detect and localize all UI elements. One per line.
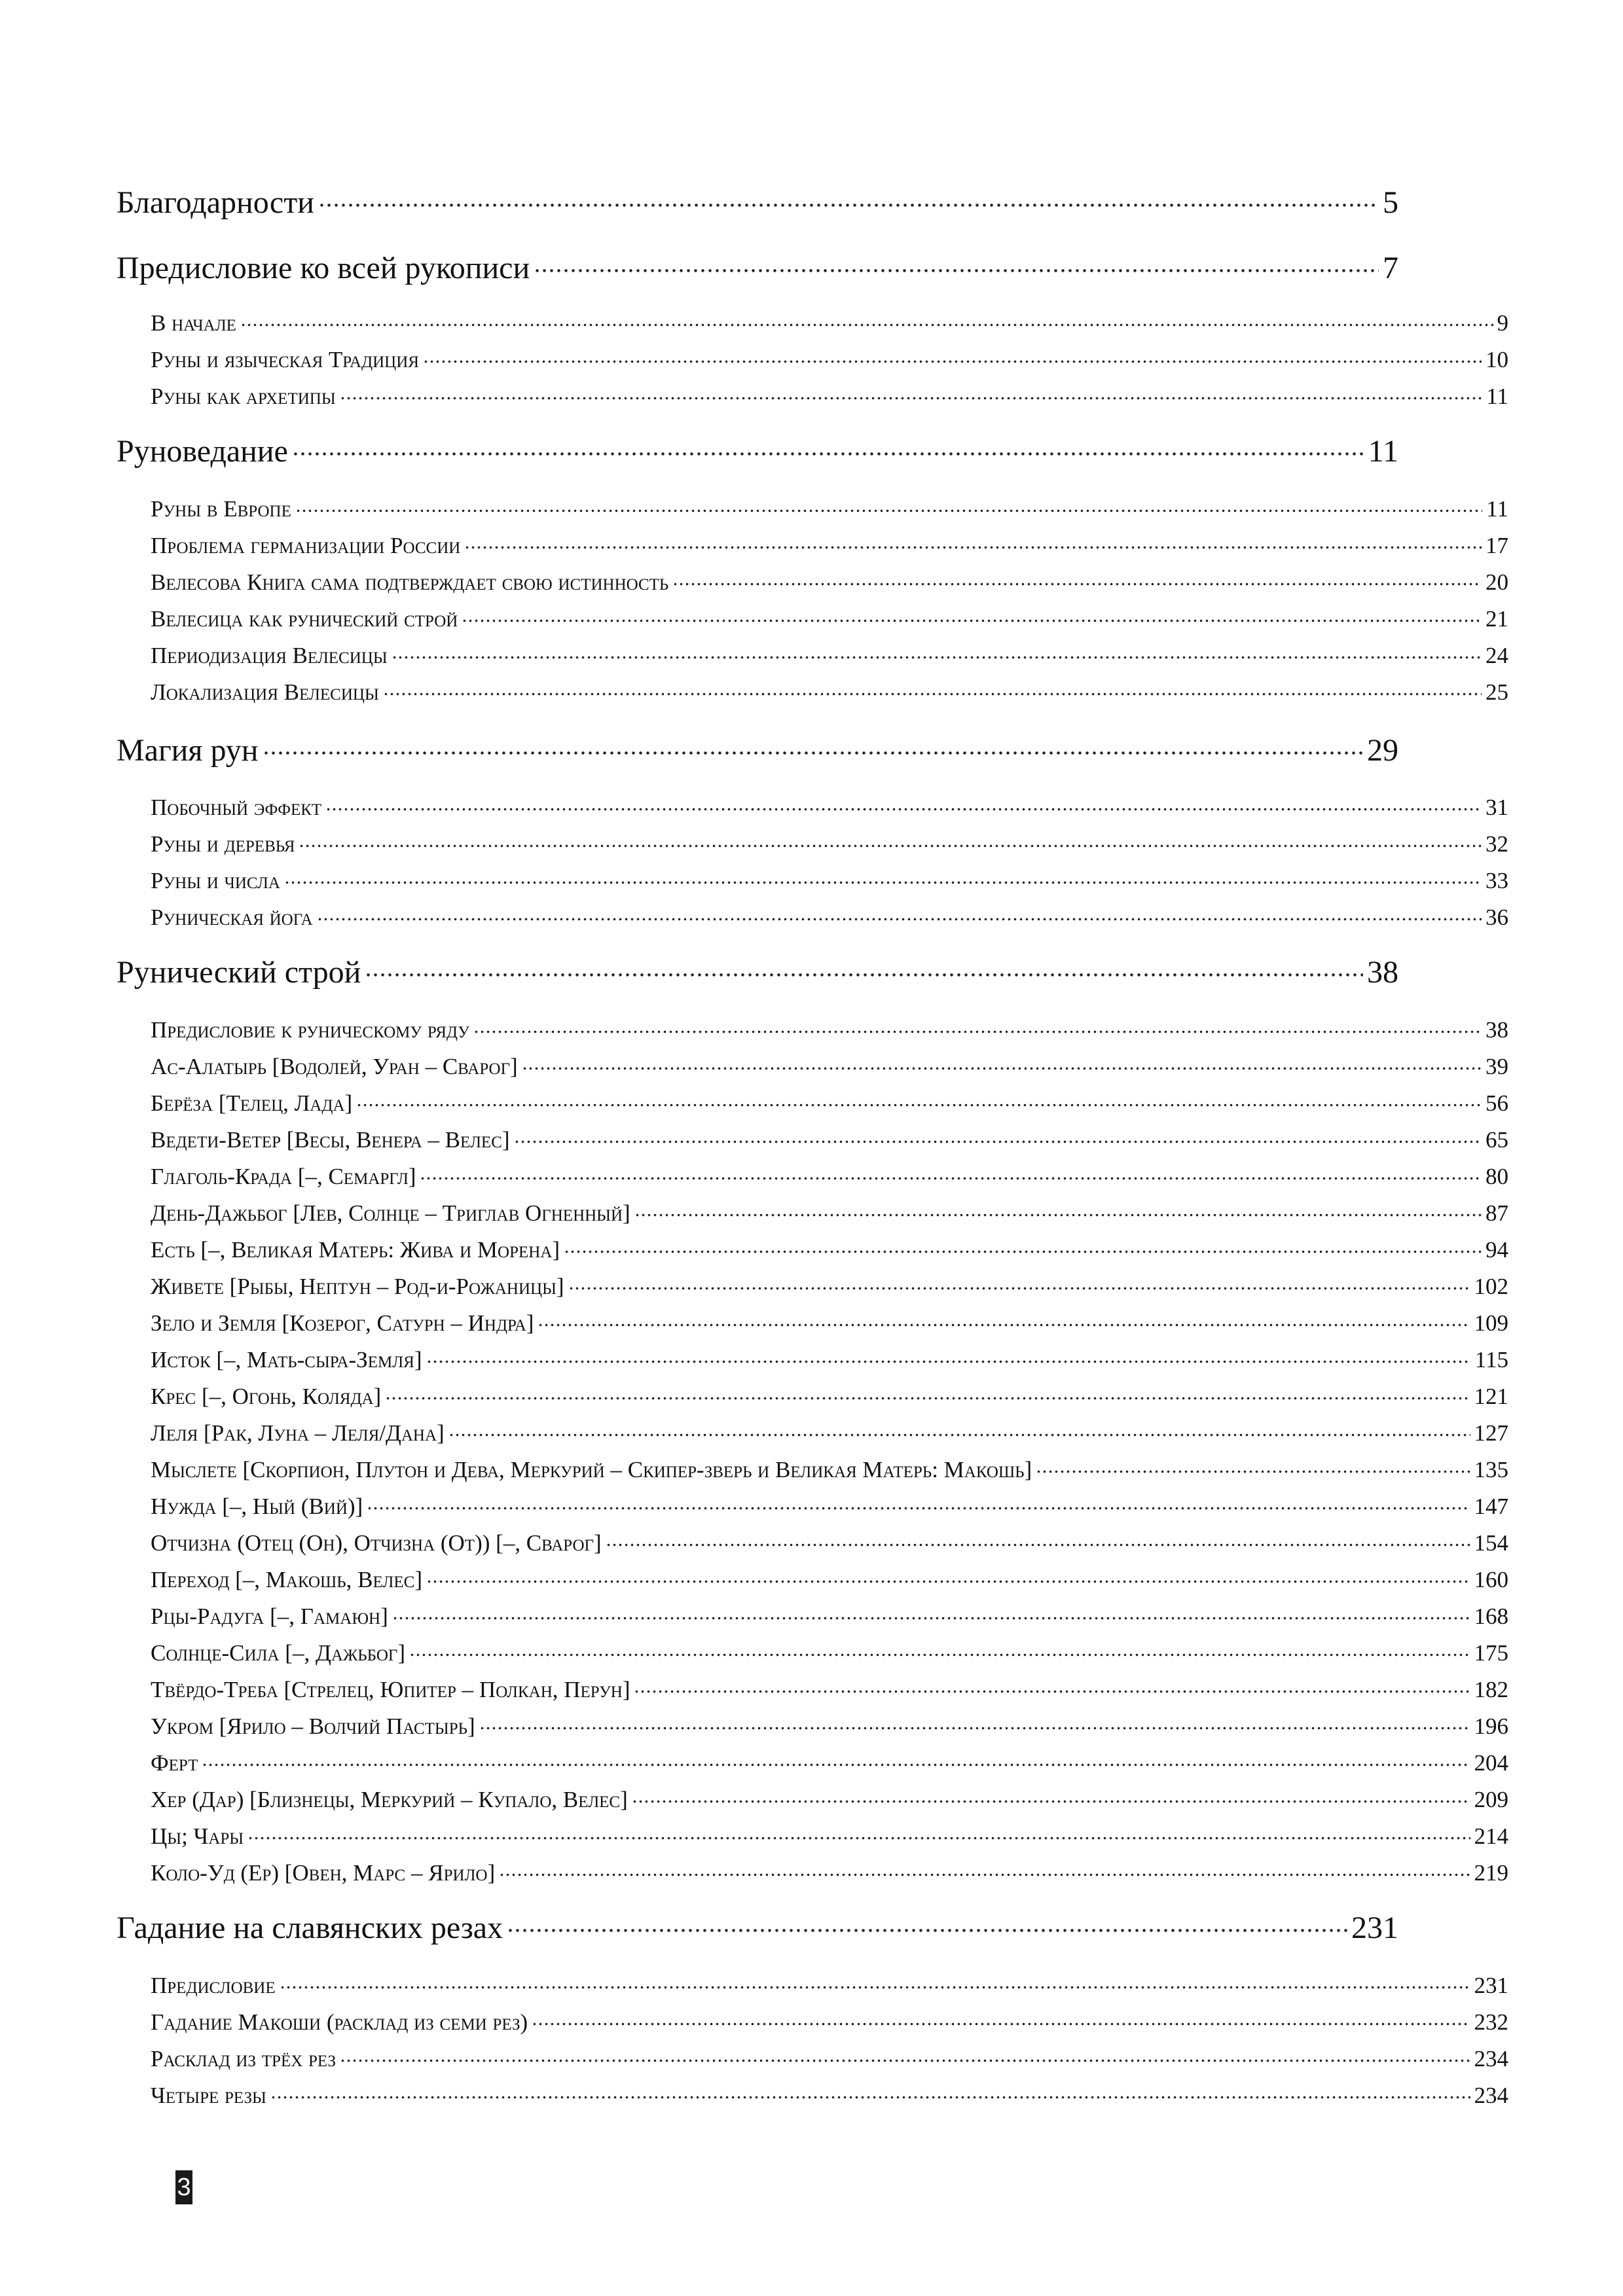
toc-title: Руны и языческая Традиция [151,346,419,372]
dot-leader [426,1348,1471,1369]
toc-section [151,867,1508,894]
toc-title: Живете [Рыбы, Нептун – Род-и-Рожаницы] [151,1273,564,1299]
toc-section [151,831,1508,857]
toc-page-number: 121 [1474,1383,1508,1409]
toc-title: День-Дажьбог [Лев, Солнце – Триглав Огненный] [151,1200,630,1226]
toc-page-number: 10 [1486,346,1508,372]
toc-page-number: 65 [1486,1126,1508,1153]
dot-leader [318,187,1379,215]
toc-title: Глаголь-Крада [–, Семаргл] [151,1163,416,1189]
toc-section [151,1823,1508,1850]
dot-leader [522,1055,1482,1076]
toc-chapter [117,1910,1398,1946]
toc-page-number: 102 [1474,1273,1508,1299]
toc-title: Гадание на славянских резах [117,1910,503,1946]
toc-title: Периодизация Велесицы [151,642,388,668]
dot-leader [423,348,1482,369]
toc-title: Велесица как рунический строй [151,605,458,632]
toc-title: Рцы-Радуга [–, Гамаюн] [151,1603,388,1629]
toc-section [151,310,1508,336]
toc-section [151,1163,1508,1190]
toc-section [151,1859,1508,1886]
toc-chapter [117,185,1398,221]
toc-title: Исток [–, Мать-сыра-Земля] [151,1346,422,1372]
dot-leader [634,1202,1482,1223]
toc-section [151,1310,1508,1336]
toc-title: Руны как архетипы [151,383,336,409]
toc-title: Цы; Чары [151,1823,244,1849]
toc-title: Ведети-Ветер [Весы, Венера – Велес] [151,1126,510,1153]
toc-page-number: 234 [1474,2082,1508,2108]
toc-page-number: 36 [1486,904,1508,930]
toc-section [151,1566,1508,1593]
toc-title: Благодарности [117,185,314,221]
toc-page-number: 56 [1486,1090,1508,1116]
dot-leader [202,1751,1470,1772]
dot-leader [568,1275,1470,1296]
toc-section [151,495,1508,522]
dot-leader [299,833,1482,853]
toc-section [151,2045,1508,2072]
dot-leader [538,1312,1470,1333]
toc-title: Руны в Европе [151,495,291,522]
toc-section [151,1383,1508,1410]
toc-page-number: 32 [1486,831,1508,857]
toc-page-number: 135 [1474,1456,1508,1482]
dot-leader [356,1092,1482,1113]
toc-section [151,532,1508,559]
toc-page-number: 209 [1474,1786,1508,1812]
toc-page-number: 11 [1486,383,1508,409]
toc-chapter [117,433,1398,469]
dot-leader [426,1568,1470,1589]
toc-page-number: 33 [1486,867,1508,893]
toc-title: Солнце-Сила [–, Дажьбог] [151,1640,405,1666]
dot-leader [473,1018,1482,1039]
dot-leader [606,1532,1470,1552]
toc-title: Ас-Алатырь [Водолей, Уран – Сварог] [151,1053,518,1079]
dot-leader [340,2047,1470,2068]
toc-page-number: 234 [1474,2045,1508,2072]
toc-section [151,679,1508,706]
toc-page-number: 24 [1486,642,1508,668]
toc-title: Укром [Ярило – Волчий Пастырь] [151,1713,475,1739]
toc-section [151,1786,1508,1813]
toc-section [151,569,1508,596]
toc-title: Предисловие к руническому ряду [151,1016,469,1043]
toc-section [151,1346,1508,1373]
dot-leader [317,906,1482,927]
toc-page-number: 231 [1474,1972,1508,1998]
toc-page-number: 7 [1383,251,1398,286]
dot-leader [462,607,1482,628]
toc-page-number: 11 [1486,495,1508,522]
toc-section [151,1530,1508,1556]
dot-leader [420,1165,1482,1186]
toc-page-number: 39 [1486,1053,1508,1079]
toc-page-number: 25 [1486,679,1508,705]
toc-section [151,1972,1508,1999]
dot-leader [634,1678,1470,1699]
toc-page-number: 5 [1383,185,1398,221]
toc-section [151,1493,1508,1520]
dot-leader [534,253,1379,281]
dot-leader [514,1128,1482,1149]
dot-leader [409,1641,1470,1662]
toc-title: Предисловие ко всей рукописи [117,251,530,286]
toc-title: Магия рун [117,733,259,768]
dot-leader [367,1495,1470,1516]
toc-section [151,2009,1508,2036]
toc-section [151,1713,1508,1740]
toc-section [151,794,1508,821]
toc-section [151,1273,1508,1300]
toc-title: Рунический строй [117,955,361,990]
dot-leader [479,1715,1470,1736]
toc-page-number: 127 [1474,1420,1508,1446]
toc-page-number: 214 [1474,1823,1508,1849]
dot-leader [507,1912,1347,1941]
dot-leader [284,869,1482,890]
toc-title: Зело и Земля [Козерог, Сатурн – Индра] [151,1310,534,1336]
toc-page-number: 168 [1474,1603,1508,1629]
toc-section [151,1200,1508,1227]
toc-chapter [117,250,1398,286]
toc-section [151,642,1508,669]
toc-title: Четыре резы [151,2082,266,2108]
toc-title: Коло-Уд (Ер) [Овен, Марс – Ярило] [151,1859,496,1886]
toc-page-number: 115 [1474,1346,1508,1372]
toc-section [151,605,1508,632]
dot-leader [247,1825,1470,1846]
toc-section [151,1236,1508,1263]
dot-leader [365,957,1363,985]
toc-page-number: 38 [1486,1016,1508,1043]
toc-page-number: 232 [1474,2009,1508,2035]
toc-section [151,1053,1508,1080]
toc-section [151,2082,1508,2109]
toc-title: Гадание Макоши (расклад из семи рез) [151,2009,528,2035]
dot-leader [392,1605,1470,1626]
toc-title: Побочный эффект [151,794,322,820]
toc-page-number: 147 [1474,1493,1508,1519]
toc-title: Локализация Велесицы [151,679,379,705]
dot-leader [263,735,1364,763]
toc-title: Руны и числа [151,867,280,893]
toc-section [151,1126,1508,1153]
dot-leader [295,497,1482,518]
toc-title: Велесова Книга сама подтверждает свою истинность [151,569,669,595]
dot-leader [448,1422,1470,1443]
toc-title: Твёрдо-Треба [Стрелец, Юпитер – Полкан, Перун] [151,1676,630,1702]
toc-chapter [117,954,1398,990]
toc-section [151,383,1508,410]
dot-leader [383,681,1482,702]
toc-page-number: 11 [1368,434,1398,469]
toc-page-number: 219 [1474,1859,1508,1886]
toc-page-number: 231 [1351,1910,1398,1946]
toc-page-number: 94 [1486,1236,1508,1263]
toc-page-number: 21 [1486,605,1508,632]
toc-title: Проблема германизации России [151,532,461,558]
toc-chapter [117,732,1398,768]
toc-title: Расклад из трёх рез [151,2045,337,2072]
toc-title: В начале [151,310,236,336]
toc-title: Мыслете [Скорпион, Плутон и Дева, Меркурий – Скипер-зверь и Великая Матерь: Макошь] [151,1456,1032,1482]
dot-leader [564,1238,1482,1259]
toc-section [151,1640,1508,1666]
toc-section [151,1456,1508,1483]
toc-page-number: 80 [1486,1163,1508,1189]
toc-section [151,904,1508,931]
dot-leader [292,436,1364,464]
toc-title: Руноведание [117,434,288,469]
dot-leader [464,534,1482,555]
toc-page-number: 38 [1367,955,1398,990]
toc-title: Переход [–, Макошь, Велес] [151,1566,422,1592]
page-number: 3 [175,2170,192,2204]
toc-title: Хер (Дар) [Близнецы, Меркурий – Купало, Велес] [151,1786,628,1812]
toc-page-number: 175 [1474,1640,1508,1666]
toc-section [151,1016,1508,1043]
dot-leader [280,1974,1470,1995]
toc-page-number: 196 [1474,1713,1508,1739]
dot-leader [270,2084,1470,2105]
dot-leader [392,644,1482,665]
toc-page-number: 87 [1486,1200,1508,1226]
toc-page-number: 20 [1486,569,1508,595]
toc-title: Леля [Рак, Луна – Леля/Дана] [151,1420,445,1446]
toc-section [151,1090,1508,1117]
toc-section [151,1676,1508,1703]
dot-leader [325,796,1482,817]
dot-leader [632,1788,1470,1809]
toc-title: Крес [–, Огонь, Коляда] [151,1383,382,1409]
dot-leader [340,385,1483,406]
dot-leader [672,571,1482,592]
toc-title: Нужда [–, Ный (Вий)] [151,1493,363,1519]
toc-section [151,1603,1508,1630]
toc-page-number: 17 [1486,532,1508,558]
toc-page-number: 182 [1474,1676,1508,1702]
toc-page-number: 9 [1497,310,1508,336]
toc-title: Ферт [151,1749,198,1776]
toc-section [151,1420,1508,1446]
toc-page-number: 29 [1367,733,1398,768]
dot-leader [499,1861,1470,1882]
toc-title: Руны и деревья [151,831,295,857]
toc-page-number: 160 [1474,1566,1508,1592]
toc-section [151,1749,1508,1776]
toc-title: Есть [–, Великая Матерь: Жива и Морена] [151,1236,560,1263]
toc-page-number: 204 [1474,1749,1508,1776]
toc-page-number: 31 [1486,794,1508,820]
dot-leader [240,312,1493,332]
toc-title: Предисловие [151,1972,276,1998]
toc-section [151,346,1508,373]
toc-title: Берёза [Телец, Лада] [151,1090,353,1116]
dot-leader [385,1385,1470,1406]
toc-title: Руническая йога [151,904,313,930]
dot-leader [1036,1458,1470,1479]
toc-page-number: 109 [1474,1310,1508,1336]
toc-title: Отчизна (Отец (Он), Отчизна (От)) [–, Сварог] [151,1530,602,1556]
toc-page-number: 154 [1474,1530,1508,1556]
dot-leader [532,2011,1470,2032]
